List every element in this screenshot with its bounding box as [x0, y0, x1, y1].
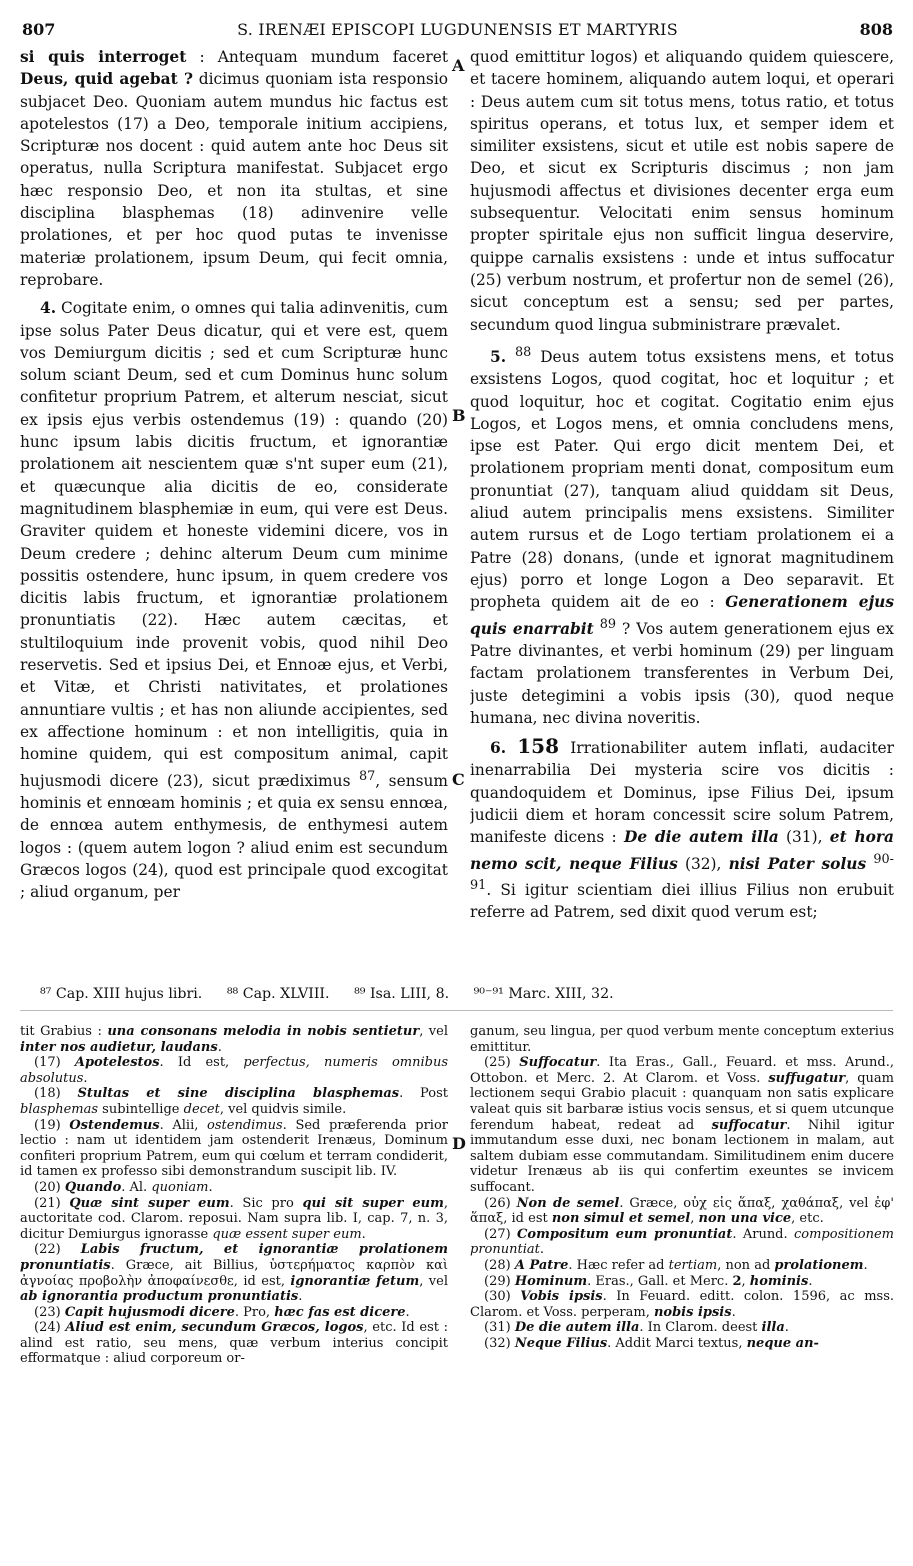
footnote: (30) Vobis ipsis. In Feuard. editt. colon. 1596, ac mss. Clarom. et Voss. perperam, nobis ipsis.	[470, 1289, 894, 1320]
paragraph: 4. Cogitate enim, o omnes qui talia adinvenitis, cum ipse solus Pater Deus dicatur, qui et vere est, quem vos Demiurgum dicitis ; sed et cum Scripturæ hunc solum sciant Deum, sed et cum Dominus hunc solum confitetur proprium Patrem, et alterum nesciat, sicut ex ipsis ejus verbis ostendemus (19) : quando (20) hunc ipsum labis dicitis fructum, et ignorantiæ prolationem ait nescientem quæ s'nt super eum (21), et quæcunque alia dicitis de eo, considerate magnitudinem blasphemiæ in eum, qui vere est Deus. Graviter quidem et honeste videmini dicere, vos in Deum credere ; dehinc alterum Deum cum minime possitis ostendere, hunc ipsum, in quem credere vos dicitis labis fructum, et ignorantiæ prolationem pronuntiatis (22). Hæc autem cæcitas, et stultiloquium inde provenit vobis, quod nihil Deo reservetis. Sed et ipsius Dei, et Ennoæ ejus, et Verbi, et Vitæ, et Christi nativitates, et prolationes annuntiare vultis ; et has non aliunde accipientes, sed ex affectione hominum : et non intelligitis, quia in homine quidem, qui est compositum animal, capit hujusmodi dicere (23), sicut prædiximus $^{87}$, sensum hominis et ennœam hominis ; et quia ex sensu ennœa, de ennœa autem enthymesis, de enthymesi autem logos : (quem autem logon ? aliud enim est secundum Græcos logos (24), quod est principale quod excogitat ; aliud organum, per	[20, 299, 448, 902]
reference-89: ⁸⁹ Isa. LIII, 8.	[354, 986, 450, 1002]
scripture-references	[40, 986, 893, 1002]
paragraph: 6. 158 Irrationabiliter autem inflati, audaciter inenarrabilia Dei mysteria scire vos dicitis : quandoquidem et Dominus, ipse Filius Dei, ipsum judicii diem et horam concessit scire solum Patrem, manifeste dicens : De die autem illa (31), et hora nemo scit, neque Filius (32), nisi Pater solus $^{90-91}$. Si igitur scientiam diei illius Filius non erubuit referre ad Patrem, sed dixit quod verum est;	[470, 734, 894, 922]
footnotes-left-column	[20, 1024, 448, 1556]
main-text-left-column	[20, 46, 448, 980]
page-number-left: 807	[22, 20, 56, 39]
margin-marker-b: B	[452, 406, 466, 425]
footnote: (20) Quando. Al. quoniam.	[34, 1179, 213, 1195]
margin-marker-d: D	[452, 1134, 466, 1153]
footnote: (29) Hominum. Eras., Gall. et Merc. 2, hominis.	[484, 1273, 813, 1289]
reference-88: ⁸⁸ Cap. XLVIII.	[226, 986, 330, 1002]
reference-87: ⁸⁷ Cap. XIII hujus libri.	[40, 986, 203, 1002]
footnote: (23) Capit hujusmodi dicere. Pro, hæc fas est dicere.	[34, 1304, 410, 1320]
footnote: (19) Ostendemus. Alii, ostendimus. Sed præferenda prior lectio : nam ut identidem jam ostenderit Irenæus, Dominum confiteri proprium Patrem, eum qui cœlum et terram condiderit, id tamen ex professo sibi demonstrandum suscipit lib. IV.	[20, 1117, 448, 1180]
footnote: (32) Neque Filius. Addit Marci textus, neque an-	[484, 1335, 819, 1351]
footnote: (25) Suffocatur. Ita Eras., Gall., Feuard. et mss. Arund., Ottobon. et Merc. 2. At Clarom. et Voss. suffugatur, quam lectionem sequi Grabio placuit : quanquam non satis explicare valeat quis sit barbaræ istius vocis sensus, et si quem utcunque ferendum habeat, redeat ad suffocatur. Nihil igitur immutandum esse duxi, nec bonam lectionem in malam, aut saltem dubiam esse commutandam. Similitudinem enim ducere videtur Irenæus ab iis qui confertim exeuntes se invicem suffocant.	[470, 1055, 894, 1195]
footnote: (22) Labis fructum, et ignorantiæ prolationem pronuntiatis. Græce, ait Billius, ὑστερήματος καρπὸν καὶ ἀγνοίας προβολὴν ἀποφαίνεσθε, id est, ignorantiæ fetum, vel ab ignorantia productum pronuntiatis.	[20, 1242, 448, 1305]
paragraph: si quis interroget : Antequam mundum faceret Deus, quid agebat ? dicimus quoniam ista responsio subjacet Deo. Quoniam autem mundus hic factus est apotelestos (17) a Deo, temporale initium accipiens, Scripturæ nos docent : quid autem ante hoc Deus sit operatus, nulla Scriptura manifestat. Subjacet ergo hæc responsio Deo, et non ita stultas, et sine disciplina blasphemas (18) adinvenire velle prolationes, et per hoc quod putas te invenisse materiæ prolationem, ipsum Deum, qui fecit omnia, reprobare.	[20, 48, 448, 289]
footnote: tit Grabius : una consonans melodia in nobis sentietur, vel inter nos audietur, laudans.	[20, 1024, 448, 1055]
page-number-right: 808	[859, 20, 893, 39]
footnote: (26) Non de semel. Græce, οὐχ εἰς ἅπαξ, χαθάπαξ, vel ἐφ' ἅπαξ, id est non simul et semel, non una vice, etc.	[470, 1195, 894, 1227]
footnote: (21) Quæ sint super eum. Sic pro qui sit super eum, auctoritate cod. Clarom. reposui. Nam supra lib. I, cap. 7, n. 3, dicitur Demiurgus ignorasse quæ essent super eum.	[20, 1195, 448, 1242]
paragraph: 5. $^{88}$ Deus autem totus exsistens mens, et totus exsistens Logos, quod cogitat, hoc et loquitur ; et quod loquitur, hoc et cogitat. Cogitatio enim ejus Logos, et Logos mens, et omnia concludens mens, ipse est Pater. Qui ergo dicit mentem Dei, et prolationem propriam menti donat, compositum eum pronuntiat (27), tanquam aliud quiddam sit Deus, aliud autem principalis mens exsistens. Similiter autem rursus et de Logo tertiam prolationem ei a Patre (28) donans, (unde et ignorat magnitudinem ejus) porro et longe Logon a Deo separavit. Et propheta quidem ait de eo : Generationem ejus quis enarrabit $^{89}$ ? Vos autem generationem ejus ex Patre divinantes, et verbi hominum (29) per linguam factam prolationem transferentes in Verbum Dei, juste detegimini a vobis ipsis (30), quod neque humana, nec divina noveritis.	[470, 344, 894, 727]
footnote: (28) A Patre. Hæc refer ad tertiam, non ad prolationem.	[484, 1257, 868, 1273]
reference-90-91: ⁹⁰⁻⁹¹ Marc. XIII, 32.	[473, 986, 614, 1002]
footnote-divider	[20, 1010, 893, 1011]
footnote: (17) Apotelestos. Id est, perfectus, numeris omnibus absolutus.	[20, 1055, 448, 1086]
footnote: ganum, seu lingua, per quod verbum mente conceptum exterius emittitur.	[470, 1024, 894, 1055]
running-title: S. IRENÆI EPISCOPI LUGDUNENSIS ET MARTYRIS	[237, 20, 678, 39]
margin-marker-a: A	[452, 56, 465, 75]
margin-marker-c: C	[452, 770, 465, 789]
footnote: (31) De die autem illa. In Clarom. deest illa.	[484, 1320, 789, 1336]
paragraph: quod emittitur logos) et aliquando quidem quiescere, et tacere hominem, aliquando autem loqui, et operari : Deus autem cum sit totus mens, totus ratio, et totus spiritus operans, et totus lux, et semper idem et similiter exsistens, sicut et utile est nobis sapere de Deo, et sicut ex Scripturis discimus ; non jam hujusmodi affectus et divisiones decenter erga eum subsequentur. Velocitati enim sensus hominum propter spiritale ejus non sufficit lingua deservire, quippe carnalis exsistens : unde et intus suffocatur (25) verbum nostrum, et profertur non de semel (26), sicut conceptum est a sensu; sed per partes, secundum quod lingua subministrare prævalet.	[470, 48, 894, 334]
main-text-right-column	[470, 46, 894, 980]
running-header	[22, 20, 893, 44]
footnote: (27) Compositum eum pronuntiat. Arund. compositionem pronuntiat.	[470, 1226, 894, 1258]
footnote: (18) Stultas et sine disciplina blasphemas. Post blasphemas subintellige decet, vel quidvis simile.	[20, 1086, 448, 1117]
footnote: (24) Aliud est enim, secundum Græcos, logos, etc. Id est : alind est ratio, seu mens, quæ verbum interius concipit efformatque : aliud corporeum or-	[20, 1320, 448, 1367]
footnotes-right-column	[470, 1024, 894, 1556]
